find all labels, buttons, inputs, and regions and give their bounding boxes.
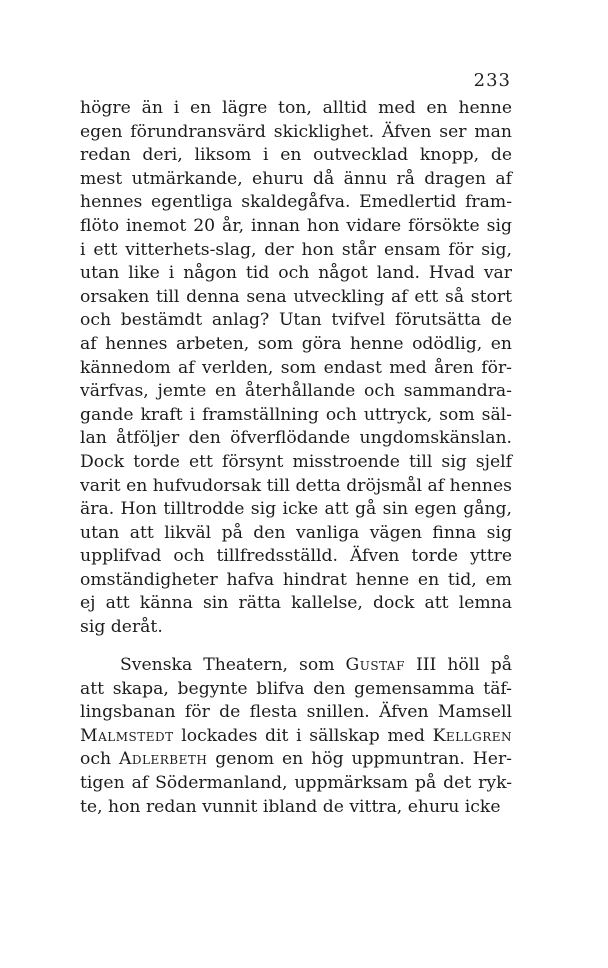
person-name: Kellgren — [432, 725, 512, 746]
text-line: af hennes arbeten, som göra henne odödlig, en — [80, 333, 512, 354]
text-line: värfvas, jemte en återhållande och sammandra- — [80, 381, 512, 402]
text-line: hennes egentliga skaldegåfva. Emedlertid fram- — [80, 192, 512, 213]
text-line: tigen af Södermanland, uppmärksam på det ryk- — [80, 772, 512, 793]
text-line: upplifvad och tillfredsställd. Äfven torde yttre — [80, 546, 512, 567]
text-line — [80, 654, 512, 678]
text-run: Svenska Theatern, som — [120, 655, 346, 675]
paragraph-1 — [80, 97, 512, 640]
text-line: kännedom af verlden, som endast med åren för- — [80, 357, 512, 378]
person-name: Malmstedt — [80, 725, 174, 746]
person-name: Gustaf — [345, 655, 405, 675]
text-line: varit en hufvudorsak till detta dröjsmål af hennes — [80, 475, 512, 496]
text-line — [80, 748, 512, 772]
text-run: lockades dit i sällskap med — [173, 725, 433, 746]
text-line: högre än i en lägre ton, alltid med en henne — [80, 98, 512, 118]
text-line — [80, 725, 512, 749]
text-line: lingsbanan för de flesta snillen. Äfven Mamsell — [80, 702, 512, 723]
text-line: redan deri, liksom i en outvecklad knopp, de — [80, 145, 512, 166]
text-line: Dock torde ett försynt misstroende till sig sjelf — [80, 451, 512, 472]
text-line: och bestämdt anlag? Utan tvifvel förutsätta de — [80, 310, 512, 331]
text-line: ära. Hon tilltrodde sig icke att gå sin egen gång, — [80, 499, 512, 520]
text-line: omständigheter hafva hindrat henne en tid, em — [80, 569, 512, 590]
text-line: lan åtföljer den öfverflödande ungdomskänslan. — [80, 428, 512, 449]
paragraph-2 — [80, 654, 512, 819]
text-line: gande kraft i framställning och uttryck, som säl- — [80, 404, 512, 425]
text-line: te, hon redan vunnit ibland de vittra, ehuru icke — [80, 796, 501, 817]
text-line: egen förundransvärd skicklighet. Äfven ser man — [80, 121, 512, 142]
text-line: sig deråt. — [80, 617, 163, 638]
text-run: III höll på — [404, 655, 513, 675]
text-line: i ett vitterhets-slag, der hon står ensam för sig, — [80, 239, 512, 260]
text-line: utan att likväl på den vanliga vägen finna sig — [80, 522, 512, 543]
page-number: 233 — [473, 70, 511, 91]
text-run: och — [80, 749, 119, 770]
text-run: genom en hög uppmuntran. Her- — [207, 749, 512, 770]
text-line: mest utmärkande, ehuru då ännu rå dragen af — [80, 168, 512, 189]
text-line: att skapa, begynte blifva den gemensamma täf- — [80, 678, 512, 699]
person-name: Adlerbeth — [118, 749, 208, 770]
text-line: ej att känna sin rätta kallelse, dock att lemna — [80, 593, 512, 614]
text-line: flöto inemot 20 år, innan hon vidare försökte sig — [80, 215, 512, 236]
text-line: utan like i någon tid och något land. Hvad var — [80, 263, 512, 284]
text-line: orsaken till denna sena utveckling af ett så stort — [80, 286, 512, 307]
